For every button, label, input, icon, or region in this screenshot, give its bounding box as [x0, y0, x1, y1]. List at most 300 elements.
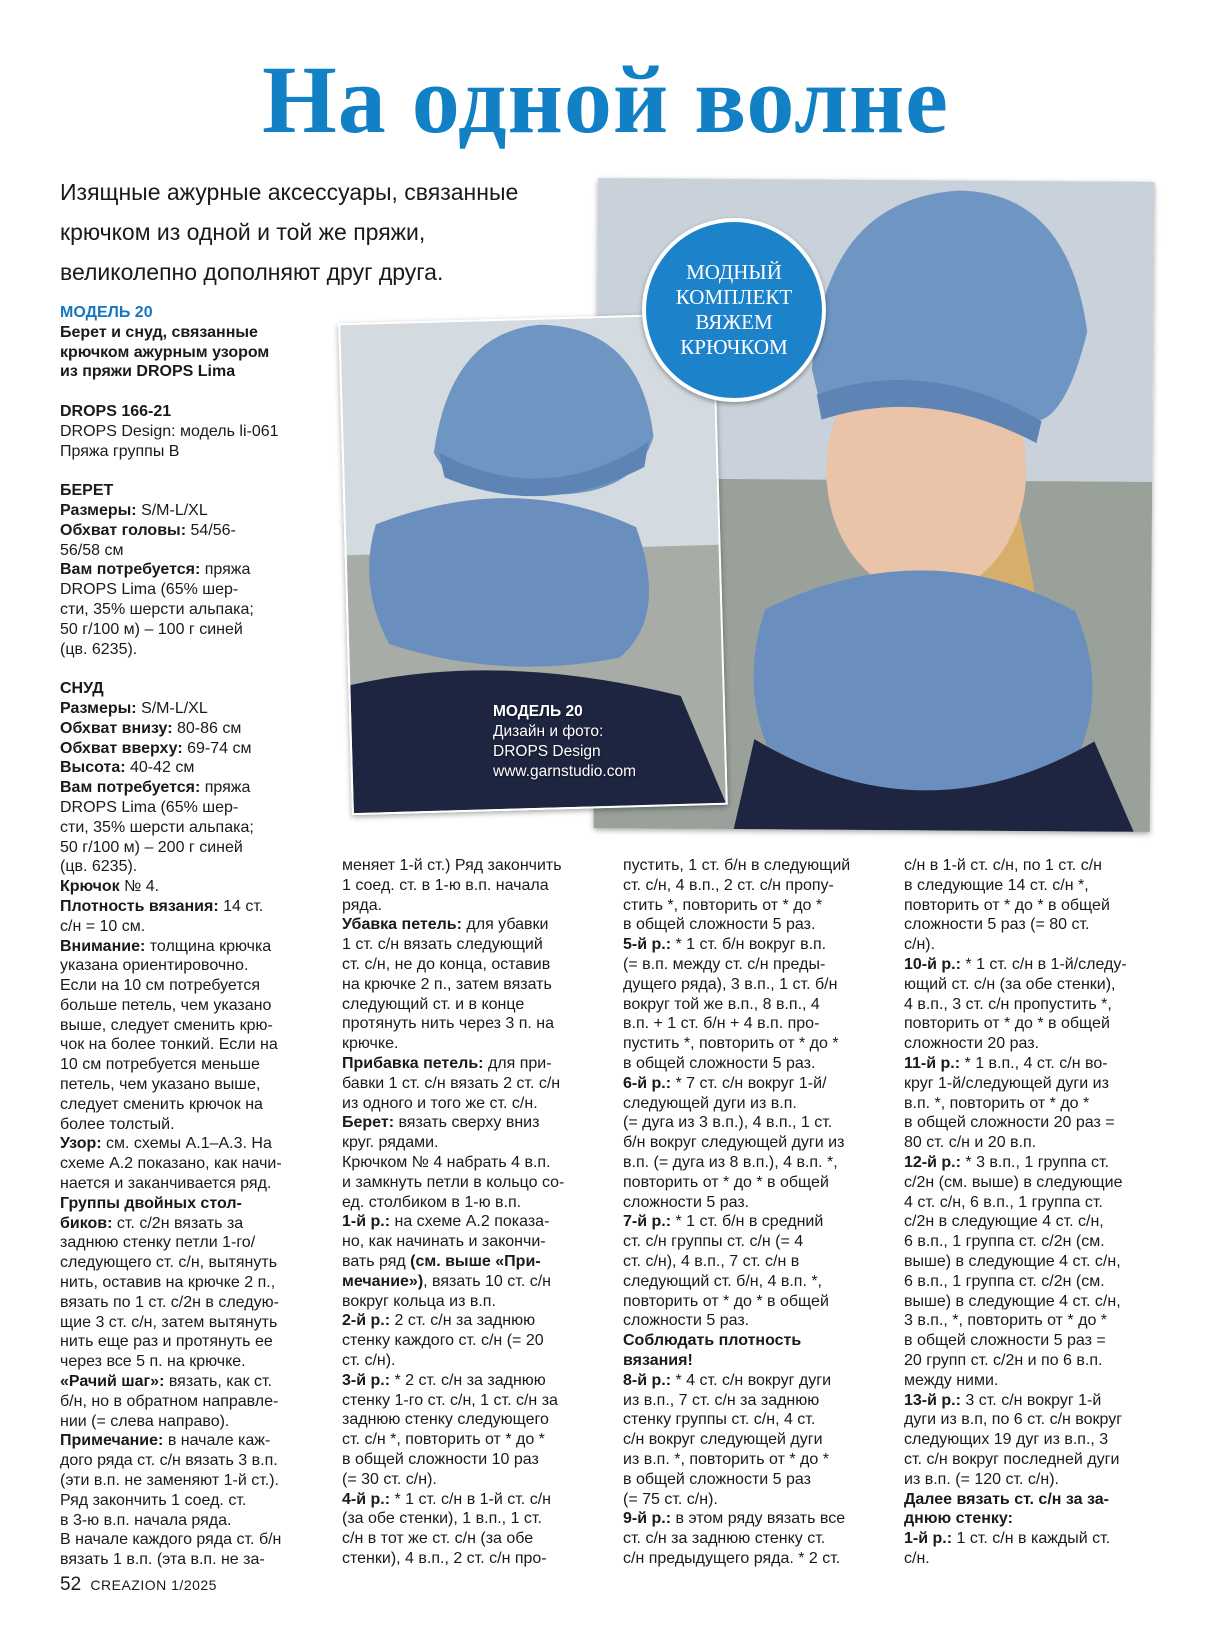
line-text: см. схемы A.1–A.3. На: [106, 1135, 272, 1153]
bold-label: 8-й р.:: [623, 1371, 676, 1389]
bold-label: 1-й р.:: [904, 1530, 957, 1548]
line-text: 54/56-: [190, 521, 236, 539]
text-line: [623, 1034, 888, 1054]
text-line: [623, 1430, 888, 1450]
line-text: ст. с/2н вязать за: [116, 1214, 244, 1232]
line-text: 1 ст. с/н в каждый ст.: [956, 1530, 1111, 1548]
line-text: пряжа: [204, 779, 251, 797]
text-line: [623, 1351, 888, 1371]
line-text: сложности 5 раз.: [623, 1193, 750, 1211]
text-line: [904, 1509, 1169, 1529]
line-text: сти, 35% шерсти альпака;: [60, 818, 254, 836]
line-text: 1 ст. с/н вязать следующий: [342, 936, 543, 954]
text-line: [623, 856, 888, 876]
text-line: [342, 1153, 602, 1173]
line-text: в.п. + 1 ст. б/н + 4 в.п. про-: [623, 1015, 820, 1033]
line-text: в.п. (= дуга из 8 в.п.), 4 в.п. *,: [623, 1153, 838, 1171]
text-line: [60, 1431, 330, 1451]
text-line: [904, 1054, 1169, 1074]
lead-line: великолепно дополняют друг друга.: [60, 259, 444, 285]
line-text: * 1 в.п., 4 ст. с/н во-: [964, 1054, 1108, 1072]
line-text: пустить, 1 ст. б/н в следующий: [623, 857, 851, 874]
text-line: [904, 955, 1169, 975]
text-line: [904, 1232, 1169, 1252]
line-text: повторить от * до * в общей: [623, 1292, 829, 1310]
line-text: * 2 ст. с/н за заднюю: [394, 1371, 546, 1389]
paragraph-gap: [60, 659, 330, 679]
line-text: с/н = 10 см.: [60, 917, 146, 935]
text-line: [60, 402, 330, 422]
text-line: [342, 1292, 602, 1312]
text-line: [60, 541, 330, 561]
text-line: [60, 1154, 330, 1174]
line-text: 80 ст. с/н и 20 в.п.: [904, 1134, 1037, 1152]
badge-line: КРЮЧКОМ: [680, 335, 788, 359]
bold-label: 9-й р.:: [623, 1510, 676, 1528]
text-line: [342, 1470, 602, 1490]
bold-label: Размеры:: [60, 699, 142, 717]
line-text: нить еще раз и протянуть ее: [60, 1333, 273, 1351]
line-text: * 4 ст. с/н вокруг дуги: [675, 1371, 832, 1389]
text-line: [60, 422, 330, 442]
text-line: [342, 1549, 602, 1569]
line-text: , вязать 10 ст. с/н: [423, 1272, 551, 1290]
paragraph-gap: [60, 461, 330, 481]
text-line: [342, 935, 602, 955]
text-line: [623, 1193, 888, 1213]
line-text: с/2н (см. выше) в следующие: [904, 1173, 1123, 1191]
text-line: [623, 1371, 888, 1391]
text-line: [60, 620, 330, 640]
line-text: стенку каждого ст. с/н (= 20: [342, 1332, 544, 1350]
line-text: петель, чем указано выше,: [60, 1076, 261, 1094]
line-text: с/н вокруг следующей дуги: [623, 1431, 823, 1449]
text-line: [904, 1272, 1169, 1292]
line-text: * 1 ст. с/н в 1-й/следу-: [965, 955, 1127, 973]
text-line: [342, 856, 602, 876]
text-line: [60, 758, 330, 778]
text-line: [60, 323, 330, 343]
text-line: [60, 1115, 330, 1135]
text-line: [60, 798, 330, 818]
text-line: [60, 1412, 330, 1432]
line-text: схеме A.2 показано, как начи-: [60, 1155, 282, 1173]
text-line: [904, 896, 1169, 916]
text-line: [904, 1450, 1169, 1470]
line-text: днюю стенку:: [904, 1510, 1013, 1528]
line-text: вать ряд: [342, 1252, 411, 1270]
line-text: ст. с/н, 4 в.п., 2 ст. с/н пропу-: [623, 876, 834, 894]
text-line: [342, 1212, 602, 1232]
text-line: [342, 1371, 602, 1391]
line-text: круг. рядами.: [342, 1134, 439, 1152]
bold-label: Высота:: [60, 759, 130, 777]
text-line: [342, 915, 602, 935]
bold-label: мечание»): [342, 1272, 424, 1290]
text-line: [904, 1331, 1169, 1351]
line-text: из в.п. *, повторить от * до *: [623, 1450, 829, 1468]
badge-line: КОМПЛЕКТ: [675, 285, 793, 309]
bold-label: «Рачий шаг»:: [60, 1373, 169, 1391]
line-text: МОДЕЛЬ 20: [60, 304, 153, 321]
text-line: [60, 699, 330, 719]
lead-line: Изящные ажурные аксессуары, связанные: [60, 179, 519, 205]
line-text: выше) в следующие 4 ст. с/н,: [904, 1292, 1121, 1310]
text-line: [60, 1035, 330, 1055]
bold-label: Примечание:: [60, 1432, 168, 1450]
bold-label: Вам потребуется:: [60, 561, 205, 579]
line-text: вязать сверху вниз: [398, 1114, 540, 1132]
text-line: [60, 857, 330, 877]
line-text: (= 75 ст. с/н).: [623, 1490, 718, 1508]
text-line: [623, 1410, 888, 1430]
text-line: [623, 1311, 888, 1331]
text-line: [623, 1212, 888, 1232]
text-line: [342, 1391, 602, 1411]
credit-model: МОДЕЛЬ 20: [493, 703, 583, 720]
text-line: [60, 1530, 330, 1550]
text-line: [342, 1351, 602, 1371]
line-text: вязать, как ст.: [168, 1373, 272, 1391]
bold-label: 5-й р.:: [623, 936, 676, 954]
line-text: бавки 1 ст. с/н вязать 2 ст. с/н: [342, 1074, 561, 1092]
line-text: ст. с/н), 4 в.п., 7 ст. с/н в: [623, 1252, 800, 1270]
line-text: крючком ажурным узором: [60, 343, 270, 361]
text-line: [342, 1331, 602, 1351]
text-line: [904, 1311, 1169, 1331]
bold-label: Обхват внизу:: [60, 719, 177, 737]
text-line: [60, 818, 330, 838]
instruction-column-2: [342, 856, 602, 1569]
line-text: (за обе стенки), 1 в.п., 1 ст.: [342, 1510, 542, 1528]
line-text: ющий ст. с/н (за обе стенки),: [904, 975, 1116, 993]
text-line: [623, 1529, 888, 1549]
text-line: [904, 1351, 1169, 1371]
line-text: DROPS 166-21: [60, 402, 172, 420]
text-line: [904, 915, 1169, 935]
text-line: [60, 1075, 330, 1095]
text-line: [904, 1371, 1169, 1391]
badge-line: МОДНЫЙ: [686, 260, 782, 284]
line-text: с/2н в следующие 4 ст. с/н,: [904, 1213, 1104, 1231]
bold-label: 4-й р.:: [342, 1490, 395, 1508]
bold-label: Берет:: [342, 1114, 399, 1132]
bold-label: Плотность вязания:: [60, 897, 224, 915]
text-line: [904, 1410, 1169, 1430]
page-title: На одной волне: [262, 46, 949, 153]
page-footer: [60, 1574, 217, 1596]
text-line: [60, 897, 330, 917]
text-line: [904, 1014, 1169, 1034]
text-line: [342, 1272, 602, 1292]
line-text: ст. с/н, не до конца, оставив: [342, 955, 551, 973]
line-text: в начале каж-: [167, 1432, 271, 1450]
text-line: [342, 1054, 602, 1074]
line-text: повторить от * до * в общей: [904, 896, 1110, 914]
text-line: [60, 640, 330, 660]
line-text: S/M-L/XL: [141, 699, 208, 717]
bold-label: Узор:: [60, 1135, 107, 1153]
line-text: В начале каждого ряда ст. б/н: [60, 1531, 282, 1549]
line-text: следующий ст. и в конце: [342, 995, 525, 1013]
text-line: [60, 1372, 330, 1392]
text-line: [623, 1490, 888, 1510]
line-text: Соблюдать плотность: [623, 1332, 802, 1350]
line-text: но, как начинать и закончи-: [342, 1233, 546, 1251]
line-text: 3 в.п., *, повторить от * до *: [904, 1312, 1108, 1330]
text-line: [904, 1292, 1169, 1312]
text-line: [623, 1133, 888, 1153]
line-text: ряда.: [342, 896, 383, 914]
text-line: [60, 303, 330, 323]
text-line: [60, 1194, 330, 1214]
text-line: [60, 1491, 330, 1511]
line-text: S/M-L/XL: [141, 501, 208, 519]
line-text: в этом ряду вязать все: [675, 1510, 846, 1528]
line-text: Далее вязать ст. с/н за за-: [904, 1490, 1109, 1508]
text-line: [342, 1450, 602, 1470]
text-line: [623, 935, 888, 955]
instruction-column-3: [623, 856, 888, 1569]
text-line: [60, 343, 330, 363]
text-line: [342, 1014, 602, 1034]
line-text: следует сменить крючок на: [60, 1095, 263, 1113]
text-line: [623, 1470, 888, 1490]
line-text: в общей сложности 5 раз.: [623, 1054, 816, 1072]
bold-label: Обхват вверху:: [60, 739, 188, 757]
line-text: Группы двойных стол-: [60, 1194, 242, 1212]
text-line: [342, 1252, 602, 1272]
text-line: [342, 1490, 602, 1510]
text-line: [342, 975, 602, 995]
line-text: в общей сложности 10 раз: [342, 1450, 539, 1468]
line-text: крючке.: [342, 1035, 399, 1053]
line-text: 10 см потребуется меньше: [60, 1056, 260, 1074]
text-line: [623, 1074, 888, 1094]
bold-label: Убавка петель:: [342, 916, 467, 934]
line-text: DROPS Lima (65% шер-: [60, 581, 239, 599]
line-text: 80-86 см: [176, 719, 242, 737]
credit-line: Дизайн и фото:: [493, 723, 604, 740]
text-line: [904, 856, 1169, 876]
fashion-set-badge: [642, 218, 826, 402]
line-text: Берет и снуд, связанные: [60, 323, 258, 341]
text-line: [342, 1094, 602, 1114]
line-text: повторить от * до * в общей: [623, 1173, 829, 1191]
bold-label: 7-й р.:: [623, 1213, 676, 1231]
line-text: следующего ст. с/н, вытянуть: [60, 1254, 278, 1272]
line-text: стенку 1-го ст. с/н, 1 ст. с/н за: [342, 1391, 558, 1409]
text-line: [342, 1173, 602, 1193]
text-line: [623, 1252, 888, 1272]
text-line: [623, 915, 888, 935]
line-text: 50 г/100 м) – 100 г синей: [60, 620, 243, 638]
text-line: [904, 1113, 1169, 1133]
text-line: [623, 1014, 888, 1034]
line-text: повторить от * до * в общей: [904, 1015, 1110, 1033]
bold-label: Внимание:: [60, 937, 150, 955]
line-text: 4 в.п., 3 ст. с/н пропустить *,: [904, 995, 1112, 1013]
text-line: [904, 1193, 1169, 1213]
text-line: [342, 995, 602, 1015]
bold-tail: (см. выше «При-: [410, 1252, 541, 1270]
line-text: из одного и того же ст. с/н.: [342, 1094, 538, 1112]
text-line: [904, 1034, 1169, 1054]
line-text: заднюю стенку петли 1-го/: [60, 1234, 256, 1252]
line-text: толщина крючка: [149, 937, 272, 955]
line-text: в следующие 14 ст. с/н *,: [904, 876, 1089, 894]
line-text: следующей дуги из в.п.: [623, 1094, 797, 1112]
bold-label: биков:: [60, 1214, 117, 1232]
text-line: [60, 1174, 330, 1194]
line-text: выше, следует сменить крю-: [60, 1016, 273, 1034]
text-line: [60, 1095, 330, 1115]
text-line: [60, 739, 330, 759]
bold-label: Обхват головы:: [60, 521, 191, 539]
lead-line: крючком из одной и той же пряжи,: [60, 219, 426, 245]
text-line: [342, 1529, 602, 1549]
line-text: дуги из в.п, по 6 ст. с/н вокруг: [904, 1411, 1123, 1429]
line-text: сложности 20 раз.: [904, 1035, 1040, 1053]
text-line: [904, 1490, 1169, 1510]
line-text: нии (= слева направо).: [60, 1412, 230, 1430]
line-text: в 3-ю в.п. начала ряда.: [60, 1511, 232, 1529]
text-line: [342, 1311, 602, 1331]
line-text: вокруг кольца из в.п.: [342, 1292, 496, 1310]
line-text: (= в.п. между ст. с/н преды-: [623, 955, 826, 973]
line-text: с/н.: [904, 1549, 930, 1567]
bold-label: Вам потребуется:: [60, 779, 205, 797]
text-line: [60, 1471, 330, 1491]
line-text: с/н).: [904, 936, 936, 954]
line-text: (цв. 6235).: [60, 640, 138, 658]
text-line: [60, 442, 330, 462]
line-text: круг 1-й/следующей дуги из: [904, 1074, 1109, 1092]
line-text: 56/58 см: [60, 541, 124, 559]
bold-label: 2-й р.:: [342, 1312, 395, 1330]
text-line: [60, 362, 330, 382]
bold-label: Прибавка петель:: [342, 1054, 488, 1072]
badge-line: ВЯЖЕМ: [695, 310, 773, 334]
line-text: * 1 ст. б/н в средний: [675, 1213, 824, 1231]
line-text: 2 ст. с/н за заднюю: [394, 1312, 536, 1330]
line-text: (= 30 ст. с/н).: [342, 1470, 437, 1488]
line-text: DROPS Lima (65% шер-: [60, 798, 239, 816]
text-line: [60, 937, 330, 957]
line-text: заднюю стенку следующего: [342, 1411, 549, 1429]
text-line: [904, 1133, 1169, 1153]
line-text: ед. столбиком в 1-ю в.п.: [342, 1193, 522, 1211]
line-text: вязать по 1 ст. с/2н в следую-: [60, 1293, 279, 1311]
line-text: с/н в тот же ст. с/н (за обе: [342, 1530, 534, 1548]
line-text: следующий ст. б/н, 4 в.п. *,: [623, 1272, 822, 1290]
line-text: чок на более тонкий. Если на: [60, 1036, 278, 1054]
line-text: ст. с/н вокруг последней дуги: [904, 1450, 1120, 1468]
line-text: между ними.: [904, 1371, 999, 1389]
bold-label: 12-й р.:: [904, 1153, 966, 1171]
line-text: б/н, но в обратном направле-: [60, 1392, 279, 1410]
line-text: дущего ряда), 3 в.п., 1 ст. б/н: [623, 975, 838, 993]
line-text: 4 ст. с/н, 6 в.п., 1 группа ст.: [904, 1193, 1103, 1211]
text-line: [60, 976, 330, 996]
bold-label: 3-й р.:: [342, 1371, 395, 1389]
text-line: [904, 975, 1169, 995]
line-text: следующих 19 дуг из в.п., 3: [904, 1431, 1109, 1449]
line-text: из пряжи DROPS Lima: [60, 363, 236, 381]
text-line: [623, 1173, 888, 1193]
credit-url: www.garnstudio.com: [493, 763, 637, 780]
line-text: в общей сложности 20 раз =: [904, 1114, 1115, 1132]
text-line: [623, 1509, 888, 1529]
text-line: [60, 956, 330, 976]
text-line: [60, 521, 330, 541]
text-line: [60, 679, 330, 699]
text-line: [60, 1451, 330, 1471]
line-text: Пряжа группы B: [60, 442, 180, 460]
text-line: [623, 1153, 888, 1173]
text-line: [60, 1392, 330, 1412]
text-line: [60, 877, 330, 897]
line-text: для при-: [487, 1054, 552, 1072]
text-line: [60, 1273, 330, 1293]
text-line: [342, 1509, 602, 1529]
text-line: [342, 1113, 602, 1133]
bold-label: Размеры:: [60, 501, 142, 519]
line-text: ст. с/н *, повторить от * до *: [342, 1431, 545, 1449]
text-line: [904, 935, 1169, 955]
text-line: [60, 1313, 330, 1333]
text-line: [904, 1074, 1169, 1094]
line-text: стенки), 4 в.п., 2 ст. с/н про-: [342, 1549, 547, 1567]
line-text: сложности 5 раз (= 80 ст.: [904, 916, 1090, 934]
line-text: (цв. 6235).: [60, 858, 138, 876]
text-line: [342, 1034, 602, 1054]
line-text: вязать 1 в.п. (эта в.п. не за-: [60, 1551, 265, 1569]
text-line: [60, 1332, 330, 1352]
text-line: [623, 1054, 888, 1074]
line-text: 6 в.п., 1 группа ст. с/2н (см.: [904, 1272, 1105, 1290]
line-text: (эти в.п. не заменяют 1-й ст.).: [60, 1472, 279, 1490]
line-text: сложности 5 раз.: [623, 1312, 750, 1330]
line-text: и замкнуть петли в кольцо со-: [342, 1173, 565, 1191]
instruction-column-1: [60, 303, 330, 1570]
text-line: [60, 481, 330, 501]
line-text: 1 соед. ст. в 1-ю в.п. начала: [342, 876, 549, 894]
text-line: [904, 1430, 1169, 1450]
text-line: [342, 876, 602, 896]
text-line: [623, 876, 888, 896]
text-line: [623, 1232, 888, 1252]
bold-label: Крючок: [60, 878, 125, 896]
line-text: щие 3 ст. с/н, затем вытянуть: [60, 1313, 278, 1331]
text-line: [623, 1331, 888, 1351]
line-text: Если на 10 см потребуется: [60, 977, 261, 995]
text-line: [904, 876, 1169, 896]
line-text: из в.п. (= 120 ст. с/н).: [904, 1470, 1059, 1488]
text-line: [60, 600, 330, 620]
text-line: [904, 1094, 1169, 1114]
line-text: ст. с/н за заднюю стенку ст.: [623, 1530, 826, 1548]
line-text: с/н предыдущего ряда. * 2 ст.: [623, 1549, 841, 1567]
text-line: [904, 1173, 1169, 1193]
text-line: [60, 778, 330, 798]
line-text: стить *, повторить от * до *: [623, 896, 823, 914]
line-text: нается и заканчивается ряд.: [60, 1175, 272, 1193]
text-line: [623, 1549, 888, 1569]
instruction-column-4: [904, 856, 1169, 1569]
credit-line: DROPS Design: [493, 743, 601, 760]
line-text: с/н в 1-й ст. с/н, по 1 ст. с/н: [904, 857, 1102, 874]
